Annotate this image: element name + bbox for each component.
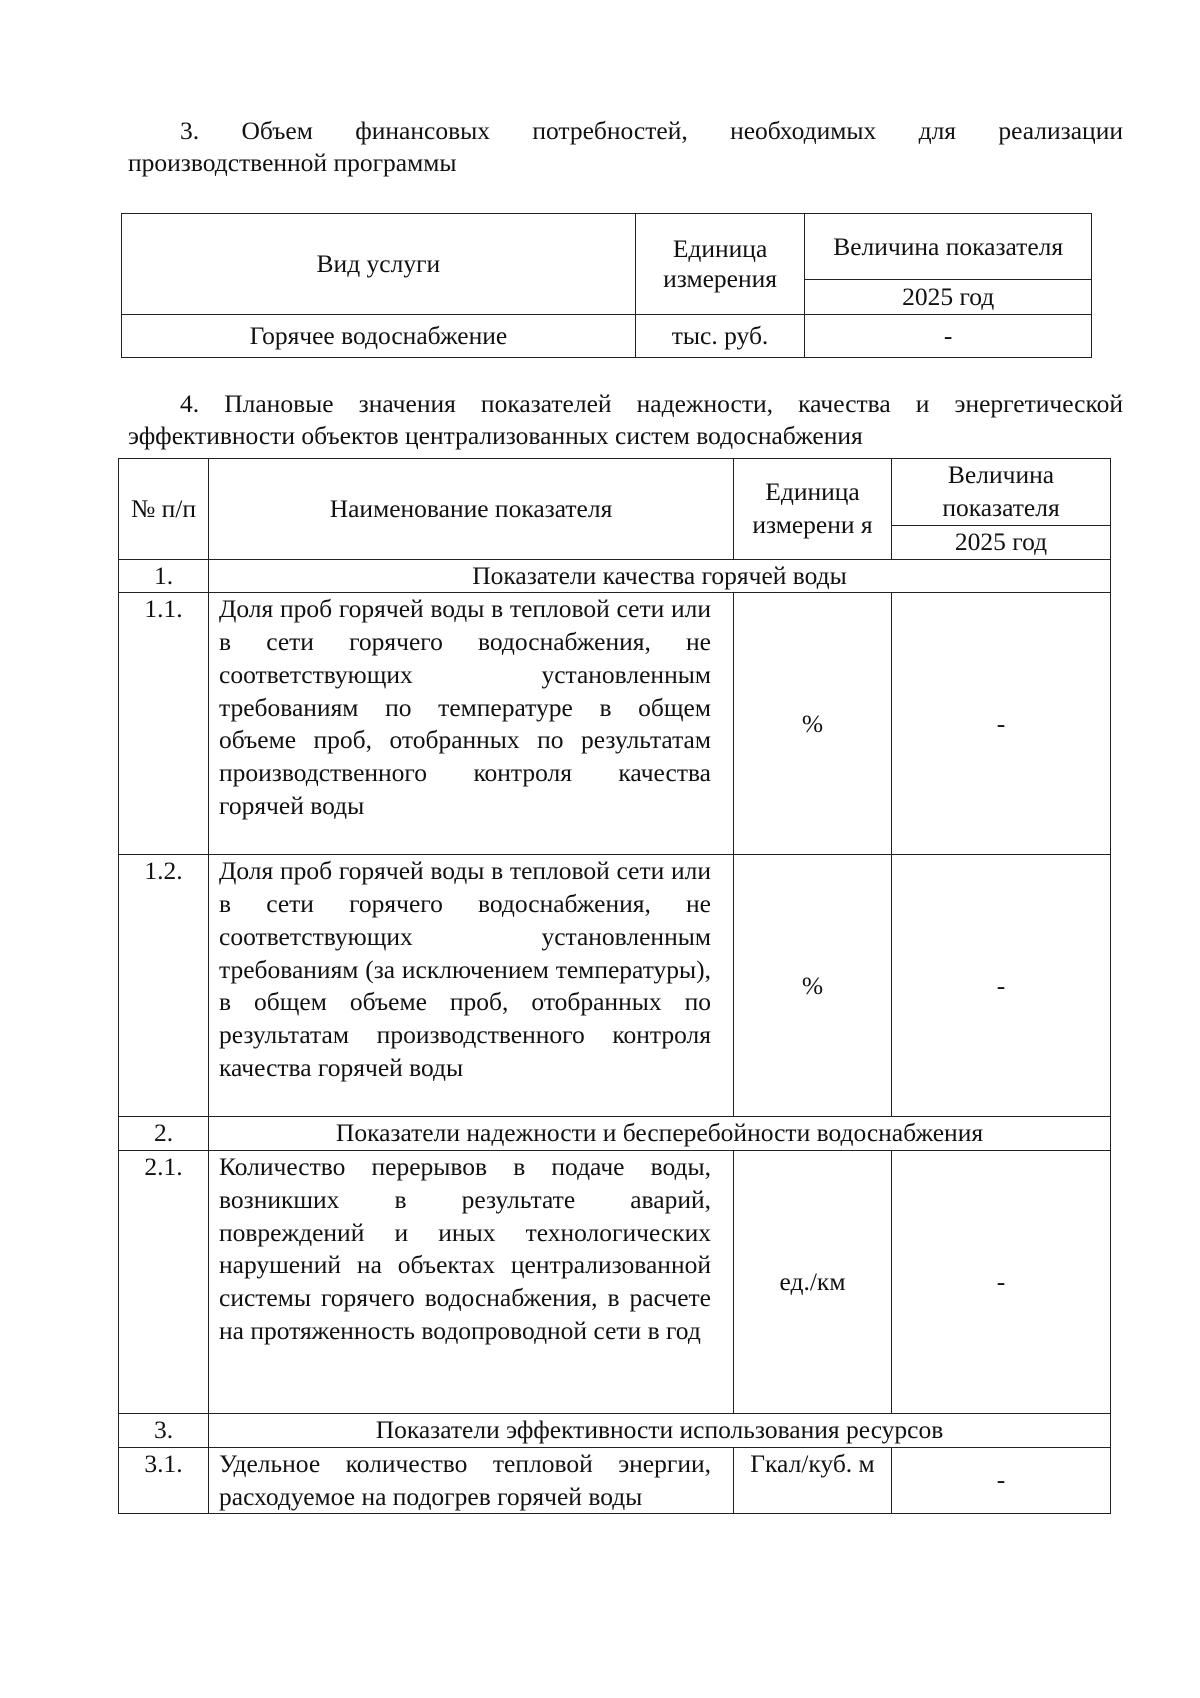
section4-heading-line1: 4. Плановые значения показателей надежности, качества и энергетической — [180, 389, 1123, 418]
item-number: 3.1. — [119, 1447, 209, 1513]
section4-heading — [128, 388, 1123, 452]
table-row — [119, 1151, 1111, 1414]
header-year: 2025 год — [892, 526, 1111, 560]
item-name: Количество перерывов в подаче воды, возникших в результате аварий, повреждений и иных технологических нарушений на объектах централизованной системы горячего водоснабжения, в расчете на протяженность водопроводной сети в год — [209, 1151, 734, 1414]
item-unit: ед./км — [734, 1151, 892, 1414]
group-title: Показатели надежности и бесперебойности водоснабжения — [209, 1117, 1111, 1151]
item-value: - — [892, 1151, 1111, 1414]
item-unit: % — [734, 593, 892, 855]
item-number: 1.1. — [119, 593, 209, 855]
table-row — [122, 315, 1092, 358]
indicators-table — [118, 458, 1111, 1514]
group-row — [119, 1414, 1111, 1448]
cell-unit: тыс. руб. — [635, 315, 805, 358]
group-title: Показатели качества горячей воды — [209, 559, 1111, 593]
item-number: 2.1. — [119, 1151, 209, 1414]
item-name: Доля проб горячей воды в тепловой сети или в сети горячего водоснабжения, не соответствующих установленным требованиям (за исключением температуры), в общем объеме проб, отобранных по результатам производственного контроля качества горячей воды — [209, 855, 734, 1117]
section3-heading — [128, 115, 1123, 179]
section4-heading-line2: эффективности объектов централизованных систем водоснабжения — [128, 421, 863, 450]
item-value: - — [892, 855, 1111, 1117]
header-service: Вид услуги — [122, 214, 636, 315]
table-row — [119, 855, 1111, 1117]
group-number: 3. — [119, 1414, 209, 1448]
group-number: 1. — [119, 559, 209, 593]
cell-service: Горячее водоснабжение — [122, 315, 636, 358]
item-unit: % — [734, 855, 892, 1117]
group-row — [119, 559, 1111, 593]
cell-value: - — [805, 315, 1092, 358]
item-name: Доля проб горячей воды в тепловой сети или в сети горячего водоснабжения, не соответствующих установленным требованиям по температуре в общем объеме проб, отобранных по результатам производственного контроля качества горячей воды — [209, 593, 734, 855]
group-number: 2. — [119, 1117, 209, 1151]
header-value: Величина показателя — [805, 214, 1092, 280]
header-value: Величина показателя — [892, 459, 1111, 526]
table-row — [119, 593, 1111, 855]
header-number: № п/п — [119, 459, 209, 560]
financial-needs-table — [121, 213, 1092, 358]
section3-heading-line2: производственной программы — [128, 148, 457, 177]
item-value: - — [892, 1447, 1111, 1513]
header-unit: Единица измерени я — [734, 459, 892, 560]
item-value: - — [892, 593, 1111, 855]
group-title: Показатели эффективности использования ресурсов — [209, 1414, 1111, 1448]
group-row — [119, 1117, 1111, 1151]
table-row — [119, 1447, 1111, 1513]
header-unit: Единица измерения — [635, 214, 805, 315]
section3-heading-line1: 3. Объем финансовых потребностей, необходимых для реализации — [180, 116, 1123, 145]
item-unit: Гкал/куб. м — [734, 1447, 892, 1513]
header-name: Наименование показателя — [209, 459, 734, 560]
item-name: Удельное количество тепловой энергии, расходуемое на подогрев горячей воды — [209, 1447, 734, 1513]
header-year: 2025 год — [805, 280, 1092, 315]
item-number: 1.2. — [119, 855, 209, 1117]
